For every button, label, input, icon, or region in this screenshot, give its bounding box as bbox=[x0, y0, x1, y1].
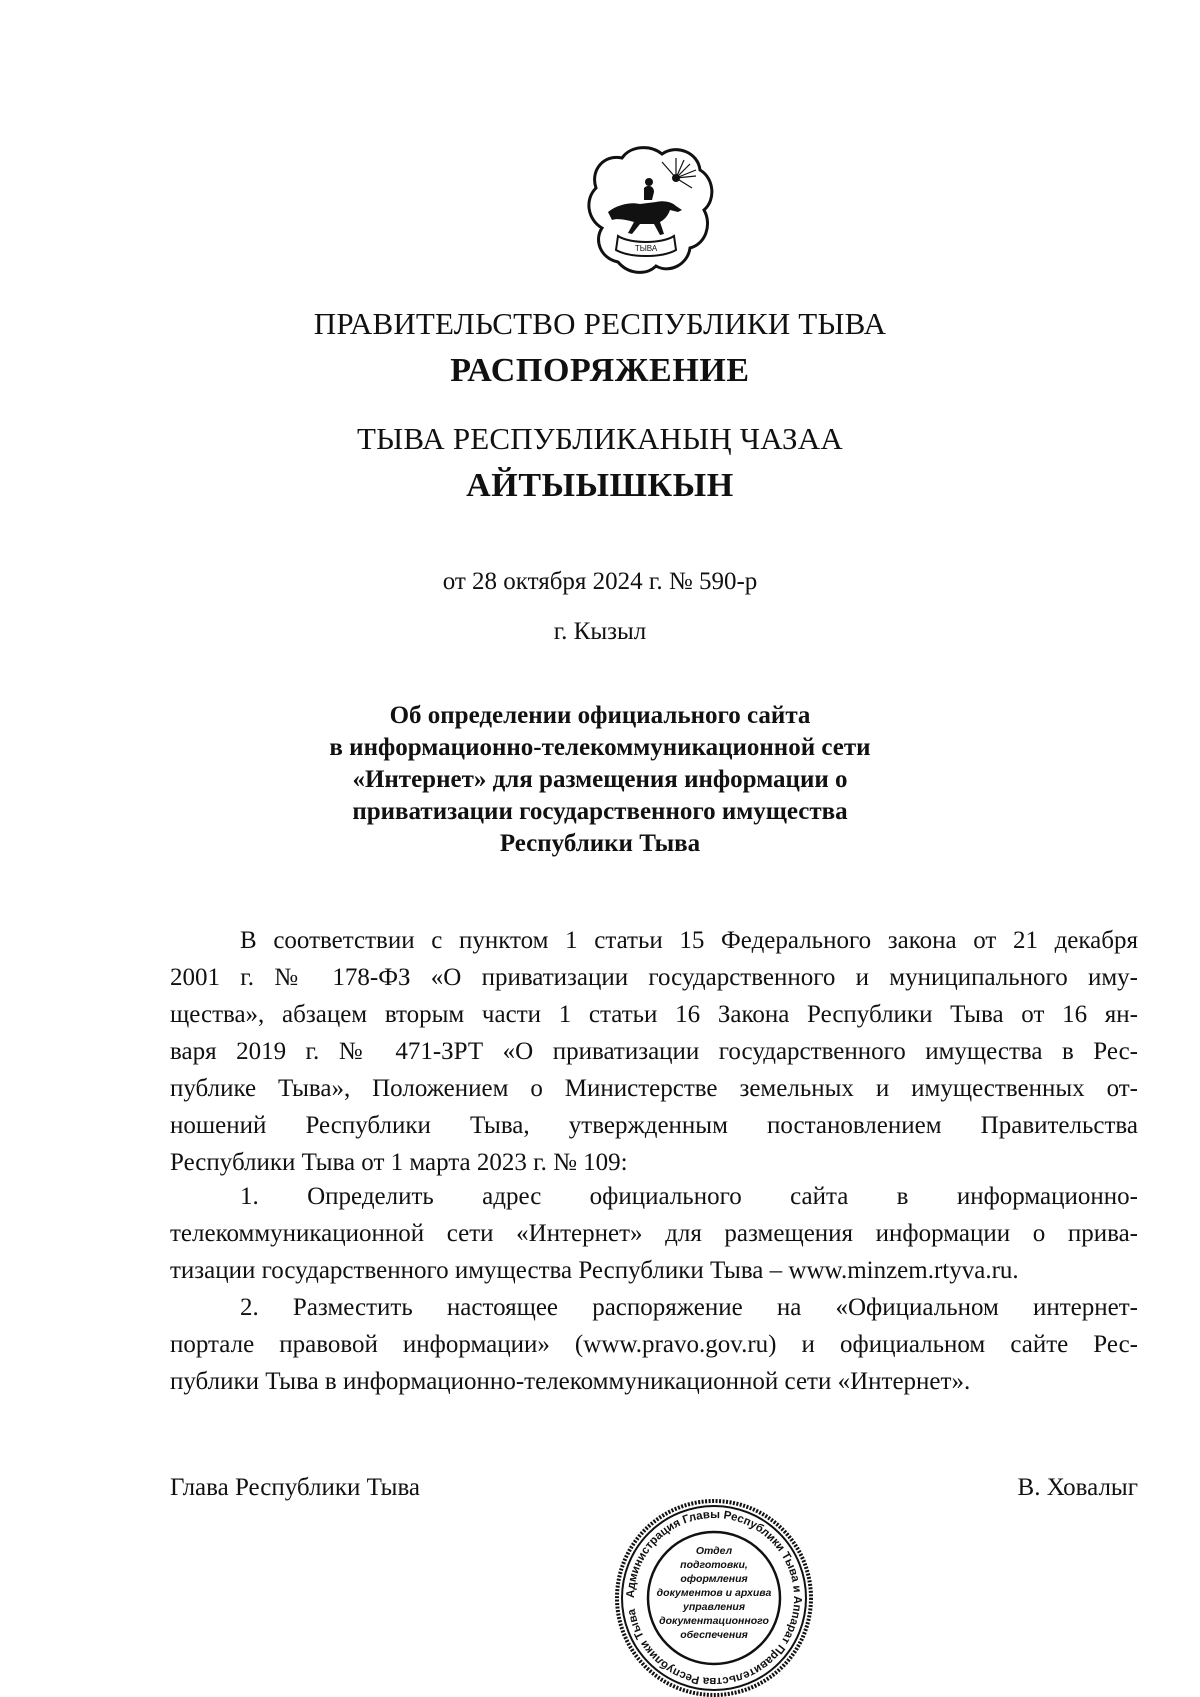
order-items bbox=[170, 1178, 1138, 1400]
paragraph-line: 2001 г. № 178-ФЗ «О приватизации государственного и муниципального иму- bbox=[170, 964, 1138, 991]
paragraph-line: варя 2019 г. № 471-ЗРТ «О приватизации государственного имущества в Рес- bbox=[170, 1038, 1138, 1065]
preamble-paragraph bbox=[170, 922, 1138, 1181]
signatory-position: Глава Республики Тыва bbox=[170, 1474, 421, 1501]
document-type-tuvan: АЙТЫЫШКЫН bbox=[466, 467, 734, 504]
stamp-center-line: Отдел bbox=[695, 1545, 733, 1557]
document-date-number: от 28 октября 2024 г. № 590-р bbox=[442, 568, 758, 595]
paragraph-line: щества», абзацем вторым части 1 статьи 16 Закона Республики Тыва от 16 ян- bbox=[170, 1001, 1138, 1028]
stamp-center-line: оформления bbox=[680, 1573, 748, 1585]
subject-line: «Интернет» для размещения информации о bbox=[352, 766, 848, 793]
stamp-center-line: документационного bbox=[659, 1615, 769, 1627]
item-2-line: публики Тыва в информационно-телекоммуникационной сети «Интернет». bbox=[170, 1368, 971, 1395]
item-2-line: 2. Разместить настоящее распоряжение на «Официальном интернет- bbox=[240, 1294, 1138, 1321]
official-stamp bbox=[614, 1438, 814, 1697]
subject-line: приватизации государственного имущества bbox=[352, 798, 848, 825]
document-subject bbox=[300, 700, 900, 860]
signatory-name: В. Ховалыг bbox=[1017, 1474, 1138, 1501]
government-title-tuvan: ТЫВА РЕСПУБЛИКАНЫҢ ЧАЗАА bbox=[357, 421, 843, 456]
paragraph-line: публике Тыва», Положением о Министерстве земельных и имущественных от- bbox=[170, 1075, 1138, 1102]
coat-of-arms-emblem bbox=[578, 140, 714, 280]
svg-text:Администрация Главы Республики: Администрация Главы Республики Тыва и Аппарат Правительства Республики Тыва bbox=[624, 1508, 804, 1688]
stamp-center-line: подготовки, bbox=[680, 1559, 748, 1571]
subject-line: Об определении официального сайта bbox=[389, 702, 811, 729]
stamp-center-line: документов и архива bbox=[656, 1587, 772, 1599]
item-1-line: 1. Определить адрес официального сайта в информационно- bbox=[240, 1183, 1138, 1210]
document-type: РАСПОРЯЖЕНИЕ bbox=[450, 352, 750, 389]
document-city: г. Кызыл bbox=[553, 618, 647, 645]
stamp-center-line: управления bbox=[682, 1601, 746, 1613]
svg-text:ТЫВА: ТЫВА bbox=[634, 244, 658, 253]
government-title: ПРАВИТЕЛЬСТВО РЕСПУБЛИКИ ТЫВА bbox=[313, 306, 887, 341]
paragraph-line: Республики Тыва от 1 марта 2023 г. № 109: bbox=[170, 1149, 628, 1176]
stamp-center-line: обеспечения bbox=[680, 1629, 748, 1641]
paragraph-line: ношений Республики Тыва, утвержденным постановлением Правительства bbox=[170, 1112, 1138, 1139]
item-1-line: тизации государственного имущества Республики Тыва – www.minzem.rtyva.ru. bbox=[170, 1257, 1019, 1284]
subject-line: Республики Тыва bbox=[499, 830, 701, 857]
paragraph-line: В соответствии с пунктом 1 статьи 15 Федерального закона от 21 декабря bbox=[240, 927, 1138, 954]
subject-line: в информационно-телекоммуникационной сети bbox=[329, 734, 871, 761]
item-1-line: телекоммуникационной сети «Интернет» для размещения информации о прива- bbox=[170, 1220, 1138, 1247]
item-2-line: портале правовой информации» (www.pravo.gov.ru) и официальном сайте Рес- bbox=[170, 1331, 1138, 1358]
